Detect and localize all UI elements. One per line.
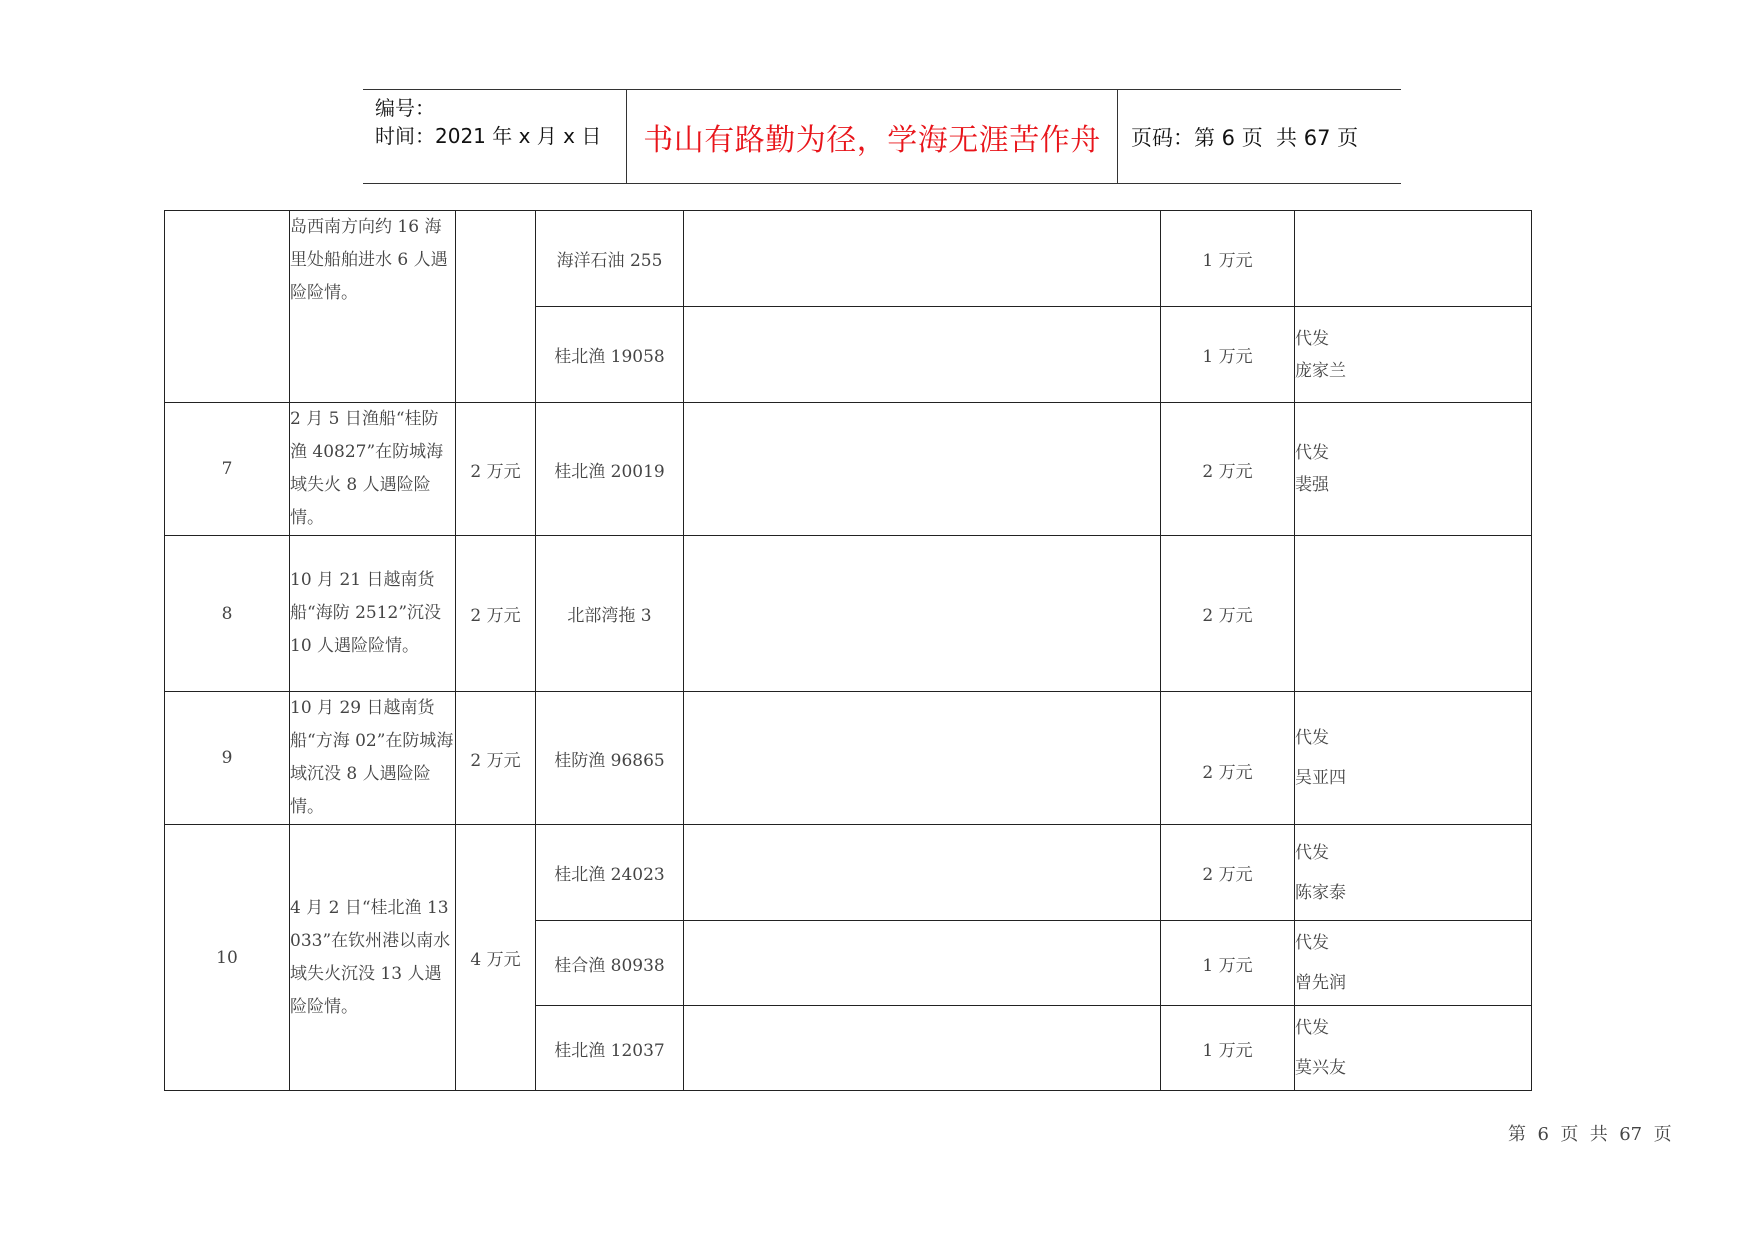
sub-amount-cell: 1 万元 [1161,211,1295,307]
sub-amount-cell: 1 万元 [1161,1006,1295,1091]
table-row [165,403,1532,536]
case-amount-cell: 2 万元 [456,536,536,692]
table-row [165,692,1532,825]
ship-name-cell: 桂防渔 96865 [536,692,684,825]
sub-amount-cell: 1 万元 [1161,307,1295,403]
case-description-cell: 2 月 5 日渔船“桂防渔 40827”在防城海域失火 8 人遇险险情。 [290,403,456,536]
case-description-cell: 4 月 2 日“桂北渔 13033”在钦州港以南水域失火沉没 13 人遇险险情。 [290,825,456,1091]
blank-cell [684,1006,1161,1091]
case-amount-cell: 2 万元 [456,692,536,825]
relief-table [164,210,1532,1091]
table-row [165,825,1532,921]
case-description-cell: 岛西南方向约 16 海里处船舶进水 6 人遇险险情。 [290,211,456,403]
blank-cell [684,536,1161,692]
case-number-cell: 8 [165,536,290,692]
table-row [165,536,1532,692]
ship-name-cell: 桂北渔 12037 [536,1006,684,1091]
blank-cell [684,211,1161,307]
ship-name-cell: 海洋石油 255 [536,211,684,307]
note-cell: 代发 裴强 [1295,403,1532,536]
note-cell: 代发 陈家泰 [1295,825,1532,921]
serial-label: 编号： [375,96,435,120]
note-cell [1295,211,1532,307]
blank-cell [684,692,1161,825]
case-amount-cell: 4 万元 [456,825,536,1091]
case-amount-cell [456,211,536,403]
sub-amount-cell: 2 万元 [1161,403,1295,536]
sub-amount-cell: 2 万元 [1161,536,1295,692]
case-number-cell [165,211,290,403]
blank-cell [684,921,1161,1006]
header-left-block [375,94,601,150]
case-number-cell: 10 [165,825,290,1091]
sub-amount-cell: 2 万元 [1161,692,1295,825]
blank-cell [684,825,1161,921]
sub-amount-cell: 1 万元 [1161,921,1295,1006]
time-label: 时间：2021 年 x 月 x 日 [375,124,602,148]
blank-cell [684,403,1161,536]
header-slogan: 书山有路勤为径，学海无涯苦作舟 [643,122,1101,158]
case-number-cell: 9 [165,692,290,825]
note-cell: 代发 曾先润 [1295,921,1532,1006]
note-cell [1295,536,1532,692]
ship-name-cell: 桂北渔 24023 [536,825,684,921]
ship-name-cell: 桂北渔 20019 [536,403,684,536]
ship-name-cell: 北部湾拖 3 [536,536,684,692]
case-amount-cell: 2 万元 [456,403,536,536]
case-description-cell: 10 月 21 日越南货船“海防 2512”沉没 10 人遇险险情。 [290,536,456,692]
document-header [363,89,1401,184]
page-footer: 第 6 页 共 67 页 [1508,1124,1672,1145]
note-cell: 代发 庞家兰 [1295,307,1532,403]
note-cell: 代发 莫兴友 [1295,1006,1532,1091]
table-row [165,211,1532,307]
ship-name-cell: 桂合渔 80938 [536,921,684,1006]
ship-name-cell: 桂北渔 19058 [536,307,684,403]
blank-cell [684,307,1161,403]
header-divider [1117,90,1118,183]
case-number-cell: 7 [165,403,290,536]
sub-amount-cell: 2 万元 [1161,825,1295,921]
note-cell: 代发 吴亚四 [1295,692,1532,825]
case-description-cell: 10 月 29 日越南货船“方海 02”在防城海域沉没 8 人遇险险情。 [290,692,456,825]
header-page-code: 页码：第 6 页 共 67 页 [1131,125,1359,150]
